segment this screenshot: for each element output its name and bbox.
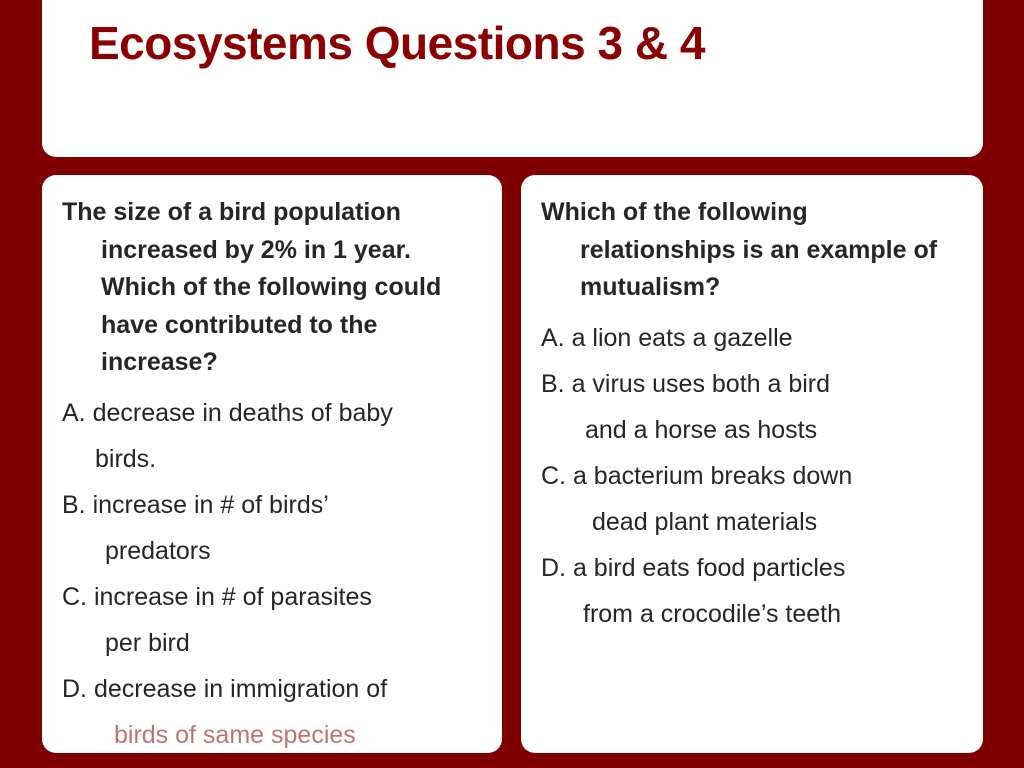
option-b-line-1: B. increase in # of birds’ [62,490,329,519]
question-3-panel [42,175,502,753]
option-d-line-2: from a crocodile’s teeth [583,599,841,628]
question-3-content [62,194,484,758]
question-3-option-c [62,574,484,666]
question-4-option-b [541,361,965,453]
question-4-option-d [541,545,965,637]
option-b-line-2: and a horse as hosts [585,415,818,444]
option-d-line-1: D. decrease in immigration of [62,674,388,703]
slide-title: Ecosystems Questions 3 & 4 [89,17,705,69]
question-4-content [541,194,965,637]
option-a-line-1: A. decrease in deaths of baby [62,398,393,427]
option-d-line-2: birds of same species [114,720,356,749]
option-b-line-2: predators [105,536,211,565]
option-b-line-1: B. a virus uses both a bird [541,369,831,398]
option-c-line-1: C. increase in # of parasites [62,582,372,611]
question-4-panel [521,175,983,753]
title-panel [42,0,983,157]
option-d-line-1: D. a bird eats food particles [541,553,846,582]
option-c-line-2: dead plant materials [592,507,818,536]
option-a-line-2: birds. [95,444,157,473]
question-3-option-d [62,666,484,758]
question-3-option-b [62,482,484,574]
question-4-option-a [541,315,965,361]
question-4-prompt: Which of the following relationships is an example of mutualism? [541,198,938,301]
option-c-line-2: per bird [105,628,190,657]
question-4-option-c [541,453,965,545]
question-3-prompt: The size of a bird population increased by 2% in 1 year. Which of the following could have contributed to the increase? [62,198,442,376]
option-a-line-1: A. a lion eats a gazelle [541,323,793,352]
option-c-line-1: C. a bacterium breaks down [541,461,853,490]
question-3-option-a [62,390,484,482]
